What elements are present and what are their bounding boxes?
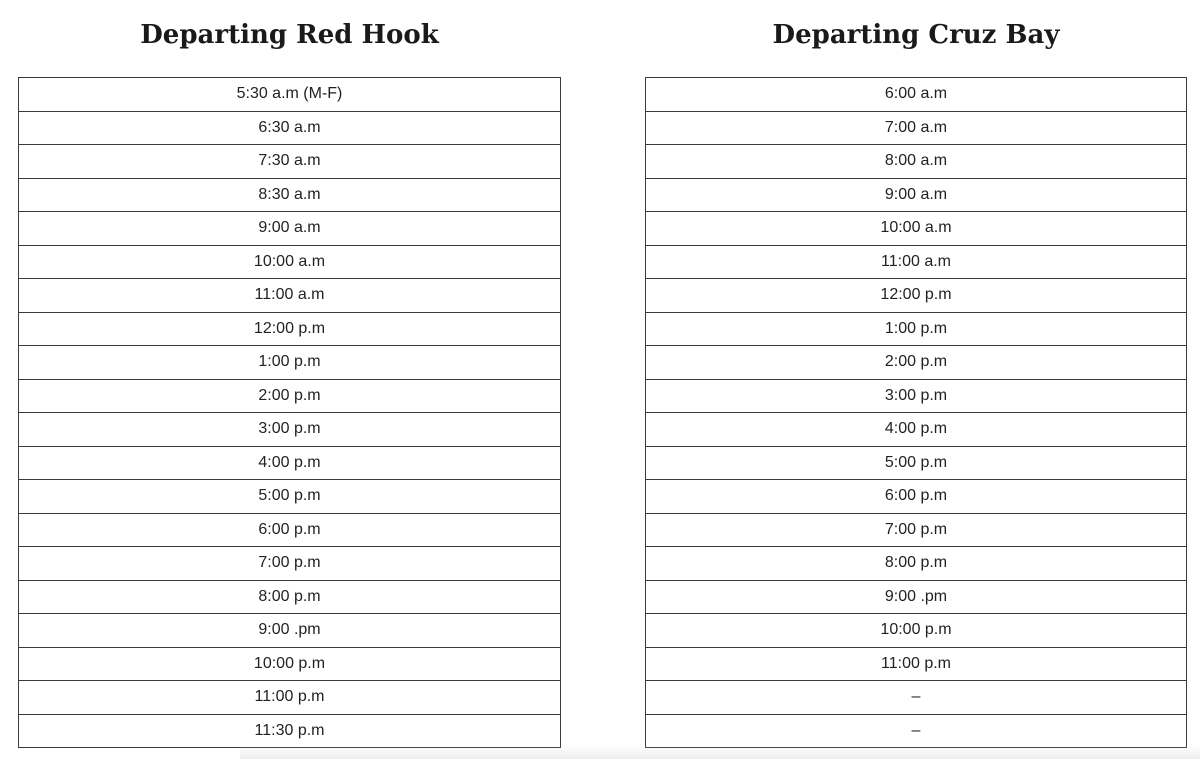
table-row [646, 145, 1187, 179]
table-row [646, 580, 1187, 614]
table-row [646, 714, 1187, 748]
departure-time-cell: 5:00 p.m [19, 480, 561, 514]
table-row [19, 547, 561, 581]
table-row [646, 681, 1187, 715]
departure-time-cell: 4:00 p.m [646, 413, 1187, 447]
red-hook-table [18, 77, 561, 748]
cruz-bay-heading: Departing Cruz Bay [772, 20, 1060, 50]
table-row [646, 379, 1187, 413]
departure-time-cell: 9:00 a.m [646, 178, 1187, 212]
table-row [19, 714, 561, 748]
table-row [646, 513, 1187, 547]
table-row [646, 245, 1187, 279]
table-row [19, 212, 561, 246]
departure-time-cell: – [646, 681, 1187, 715]
table-row [19, 78, 561, 112]
table-row [19, 681, 561, 715]
departure-time-cell: 1:00 p.m [646, 312, 1187, 346]
departure-time-cell: 5:00 p.m [646, 446, 1187, 480]
departure-time-cell: 9:00 a.m [19, 212, 561, 246]
red-hook-schedule [18, 0, 561, 739]
departure-time-cell: 1:00 p.m [19, 346, 561, 380]
departure-time-cell: 6:00 p.m [646, 480, 1187, 514]
table-row [646, 312, 1187, 346]
table-row [19, 346, 561, 380]
table-row [646, 346, 1187, 380]
table-row [646, 178, 1187, 212]
departure-time-cell: 12:00 p.m [646, 279, 1187, 313]
table-row [19, 614, 561, 648]
table-row [646, 480, 1187, 514]
table-row [19, 480, 561, 514]
departure-time-cell: 6:00 a.m [646, 78, 1187, 112]
departure-time-cell: 7:00 p.m [19, 547, 561, 581]
departure-time-cell: 3:00 p.m [646, 379, 1187, 413]
table-row [19, 647, 561, 681]
table-row [19, 279, 561, 313]
table-row [19, 145, 561, 179]
table-row [19, 178, 561, 212]
departure-time-cell: 8:00 p.m [19, 580, 561, 614]
table-row [646, 614, 1187, 648]
cruz-bay-table [645, 77, 1187, 748]
departure-time-cell: 8:00 a.m [646, 145, 1187, 179]
table-row [646, 446, 1187, 480]
departure-time-cell: 6:30 a.m [19, 111, 561, 145]
table-row [646, 78, 1187, 112]
table-row [646, 212, 1187, 246]
departure-time-cell: 10:00 p.m [646, 614, 1187, 648]
table-row [19, 446, 561, 480]
table-row [19, 379, 561, 413]
departure-time-cell: 11:00 p.m [19, 681, 561, 715]
table-row [646, 547, 1187, 581]
departure-time-cell: 7:30 a.m [19, 145, 561, 179]
departure-time-cell: 9:00 .pm [646, 580, 1187, 614]
table-row [19, 312, 561, 346]
departure-time-cell: 5:30 a.m (M-F) [19, 78, 561, 112]
cruz-bay-schedule [645, 0, 1187, 739]
table-row [19, 580, 561, 614]
departure-time-cell: 7:00 a.m [646, 111, 1187, 145]
departure-time-cell: 4:00 p.m [19, 446, 561, 480]
table-row [19, 245, 561, 279]
departure-time-cell: 2:00 p.m [646, 346, 1187, 380]
departure-time-cell: 7:00 p.m [646, 513, 1187, 547]
departure-time-cell: 12:00 p.m [19, 312, 561, 346]
departure-time-cell: 10:00 a.m [19, 245, 561, 279]
red-hook-heading: Departing Red Hook [140, 20, 439, 50]
departure-time-cell: 11:30 p.m [19, 714, 561, 748]
departure-time-cell: 11:00 a.m [19, 279, 561, 313]
departure-time-cell: 9:00 .pm [19, 614, 561, 648]
departure-time-cell: 6:00 p.m [19, 513, 561, 547]
table-row [646, 647, 1187, 681]
table-row [19, 111, 561, 145]
departure-time-cell: 2:00 p.m [19, 379, 561, 413]
departure-time-cell: 10:00 p.m [19, 647, 561, 681]
table-row [646, 279, 1187, 313]
table-row [19, 513, 561, 547]
table-row [646, 111, 1187, 145]
departure-time-cell: 8:30 a.m [19, 178, 561, 212]
departure-time-cell: 10:00 a.m [646, 212, 1187, 246]
departure-time-cell: 11:00 p.m [646, 647, 1187, 681]
departure-time-cell: 3:00 p.m [19, 413, 561, 447]
table-row [646, 413, 1187, 447]
table-row [19, 413, 561, 447]
departure-time-cell: – [646, 714, 1187, 748]
departure-time-cell: 8:00 p.m [646, 547, 1187, 581]
departure-time-cell: 11:00 a.m [646, 245, 1187, 279]
